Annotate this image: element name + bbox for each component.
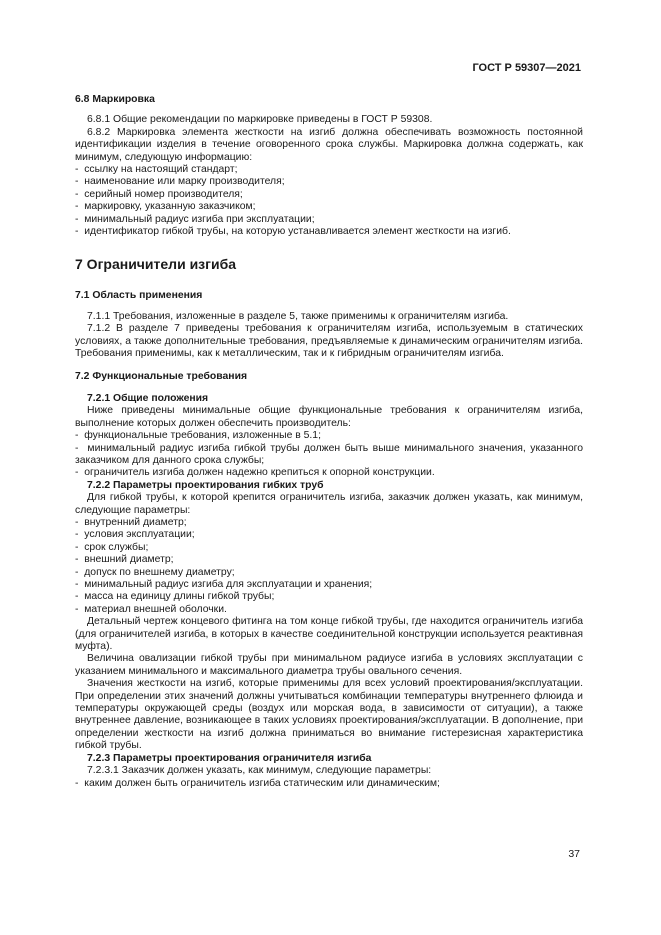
subsection-title-7-2-1: 7.2.1 Общие положения	[87, 392, 209, 404]
paragraph-7-1-2: 7.1.2 В разделе 7 приведены требования к ограничителям изгиба, используемым в статических условиях, а также дополнительные требования, предъявляемые к динамическим ограничителям изгиба. Требования применимы, как к металлическим, так и к гибридным ограничителям изгиба.	[75, 323, 583, 360]
paragraph-end-fitting: Детальный чертеж концевого фитинга на том конце гибкой трубы, где находится ограничитель изгиба (для ограничителей изгиба, в которых в качестве соединительной конструкции используется реактивная муфта).	[75, 616, 583, 653]
list-item: - функциональные требования, изложенные в 5.1;	[75, 430, 583, 442]
list-item: - ссылку на настоящий стандарт;	[75, 164, 583, 176]
list-6-8	[75, 164, 583, 238]
section-title-6-8: 6.8 Маркировка	[75, 94, 155, 105]
paragraph-7-2-3-1: 7.2.3.1 Заказчик должен указать, как минимум, следующие параметры:	[87, 765, 432, 777]
list-item: - внутренний диаметр;	[75, 517, 583, 529]
paragraph-7-2-1: Ниже приведены минимальные общие функциональные требования к ограничителям изгиба, выполнение которых должен обеспечить производитель:	[75, 405, 583, 429]
list-7-2-3	[75, 778, 583, 790]
section-title-7-2: 7.2 Функциональные требования	[75, 370, 248, 382]
list-item: - минимальный радиус изгиба при эксплуатации;	[75, 214, 583, 226]
list-7-2-2	[75, 517, 583, 616]
list-item: - маркировку, указанную заказчиком;	[75, 201, 583, 213]
list-item: - внешний диаметр;	[75, 554, 583, 566]
subsection-title-7-2-3: 7.2.3 Параметры проектирования ограничителя изгиба	[87, 752, 372, 764]
list-item: - минимальный радиус изгиба для эксплуатации и хранения;	[75, 579, 583, 591]
list-item: - ограничитель изгиба должен надежно крепиться к опорной конструкции.	[75, 467, 583, 479]
paragraph-bending-stiffness: Значения жесткости на изгиб, которые применимы для всех условий проектирования/эксплуатации. При определении этих значений должны учитываться комбинации температуры внутреннего флюида и температуры окружающей среды (воздух или морская вода, в зависимости от ситуации), а также внутреннее давление, возникающее в таких условиях проектирования/эксплуатации. В дополнение, при определении жесткости на изгиб должна приниматься во внимание гистерезисная характеристика гибкой трубы.	[75, 678, 583, 752]
section-title-7-1: 7.1 Область применения	[75, 290, 203, 302]
paragraph-6-8-1: 6.8.1 Общие рекомендации по маркировке приведены в ГОСТ Р 59308.	[87, 114, 433, 126]
list-item: - масса на единицу длины гибкой трубы;	[75, 591, 583, 603]
paragraph-7-2-2: Для гибкой трубы, к которой крепится ограничитель изгиба, заказчик должен указать, как минимум, следующие параметры:	[75, 492, 583, 516]
list-item: - материал внешней оболочки.	[75, 604, 583, 616]
page-content	[75, 94, 583, 790]
page-number: 37	[568, 848, 580, 860]
list-item: - идентификатор гибкой трубы, на которую устанавливается элемент жесткости на изгиб.	[75, 226, 583, 238]
list-item: - наименование или марку производителя;	[75, 176, 583, 188]
list-item: - минимальный радиус изгиба гибкой трубы должен быть выше минимального значения, указанного заказчиком для данного срока службы;	[75, 443, 583, 468]
paragraph-7-1-1: 7.1.1 Требования, изложенные в разделе 5, также применимы к ограничителям изгиба.	[87, 310, 509, 322]
list-item: - каким должен быть ограничитель изгиба статическим или динамическим;	[75, 778, 583, 790]
list-item: - серийный номер производителя;	[75, 189, 583, 201]
list-item: - условия эксплуатации;	[75, 529, 583, 541]
list-7-2-1	[75, 430, 583, 480]
paragraph-ovalization: Величина овализации гибкой трубы при минимальном радиусе изгиба в условиях эксплуатации с указанием минимального и максимального диаметра трубы овального сечения.	[75, 653, 583, 677]
chapter-title-7: 7 Ограничители изгиба	[75, 256, 236, 273]
document-header: ГОСТ Р 59307—2021	[472, 62, 581, 74]
list-item: - срок службы;	[75, 542, 583, 554]
list-item: - допуск по внешнему диаметру;	[75, 567, 583, 579]
paragraph-6-8-2: 6.8.2 Маркировка элемента жесткости на изгиб должна обеспечивать возможность постоянной идентификации изделия в течение оговоренного срока службы. Маркировка должна содержать, как минимум, следующую информацию:	[75, 126, 583, 163]
subsection-title-7-2-2: 7.2.2 Параметры проектирования гибких труб	[87, 479, 324, 491]
